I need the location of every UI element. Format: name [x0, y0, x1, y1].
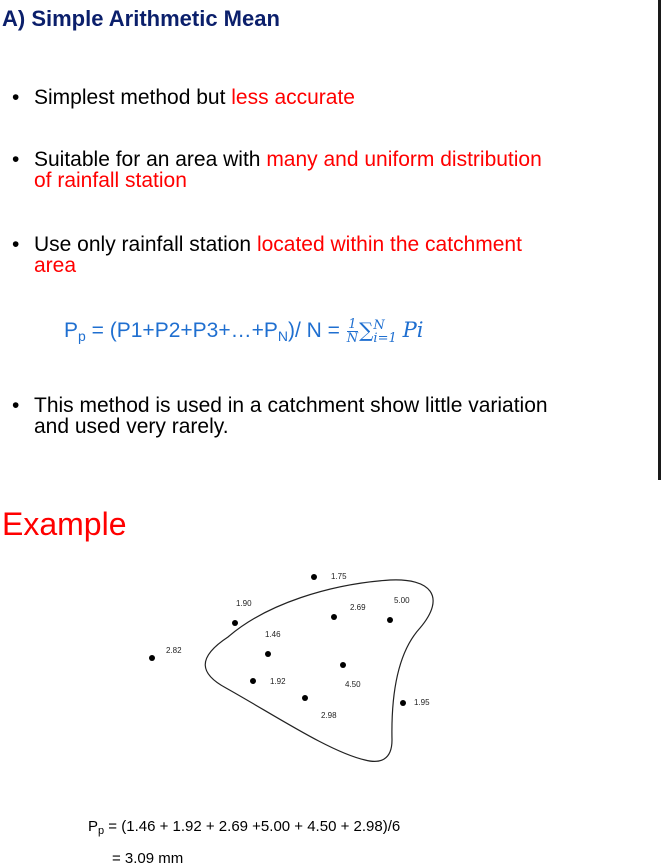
bullet-dot: • [12, 394, 20, 417]
station-label: 4.50 [345, 680, 361, 689]
station-dot [302, 695, 308, 701]
bullet-text: Simplest method but [34, 86, 232, 109]
station-dot [232, 620, 238, 626]
station-dot [265, 651, 271, 657]
station-label: 1.95 [414, 698, 430, 707]
station-label: 5.00 [394, 596, 410, 605]
station-dot [331, 614, 337, 620]
bullet-emphasis: many and uniform distribution [266, 148, 542, 171]
bullet-text: Suitable for an area with [34, 148, 267, 171]
bullet-dot: • [12, 148, 20, 171]
station-label: 2.82 [166, 646, 182, 655]
bullet-dot: • [12, 233, 20, 256]
station-label: 1.92 [270, 677, 286, 686]
station-dot [400, 700, 406, 706]
sigma-symbol: ∑ [359, 318, 374, 343]
bullet-emphasis-line2: area [34, 254, 77, 277]
bullet-emphasis-line2: of rainfall station [34, 169, 187, 192]
formula-term: Pi [402, 318, 424, 343]
example-calculation: $P_p = (1.46 + 1.92 + 2.69 +5.00 + 4.50 + 2.98)/6$ [88, 818, 401, 837]
formula-fraction: $\frac{1}{N}$ [346, 317, 359, 346]
station-label: 2.69 [350, 603, 366, 612]
station-dot [250, 678, 256, 684]
station-dot [311, 574, 317, 580]
bullet-text: Use only rainfall station [34, 233, 257, 256]
bullet-dot: • [12, 86, 20, 109]
station-dot [387, 617, 393, 623]
station-label: 1.75 [331, 572, 347, 581]
section-title: A) Simple Arithmetic Mean [2, 6, 280, 31]
station-label: 1.46 [265, 630, 281, 639]
sum-limits: N i=1 [373, 317, 397, 346]
station-label: 2.98 [321, 711, 337, 720]
example-heading: Example [2, 506, 127, 542]
mean-formula: $P_p$ = $(P1+P2+P3+\dots+P_N)/$ N = $\frac{1}{N}$ ∑ N i=1 Pi [64, 317, 424, 346]
bullet-emphasis: located within the catchment [256, 233, 522, 256]
station-label: 1.90 [236, 599, 252, 608]
station-dot [340, 662, 346, 668]
station-dot [149, 655, 155, 661]
catchment-diagram [0, 560, 661, 770]
example-result: = 3.09 mm [112, 850, 184, 867]
bullet-emphasis: less accurate [231, 86, 355, 109]
bullet-text: This method is used in a catchment show little variation [34, 394, 548, 417]
bullet-text-line2: and used very rarely. [34, 415, 229, 438]
